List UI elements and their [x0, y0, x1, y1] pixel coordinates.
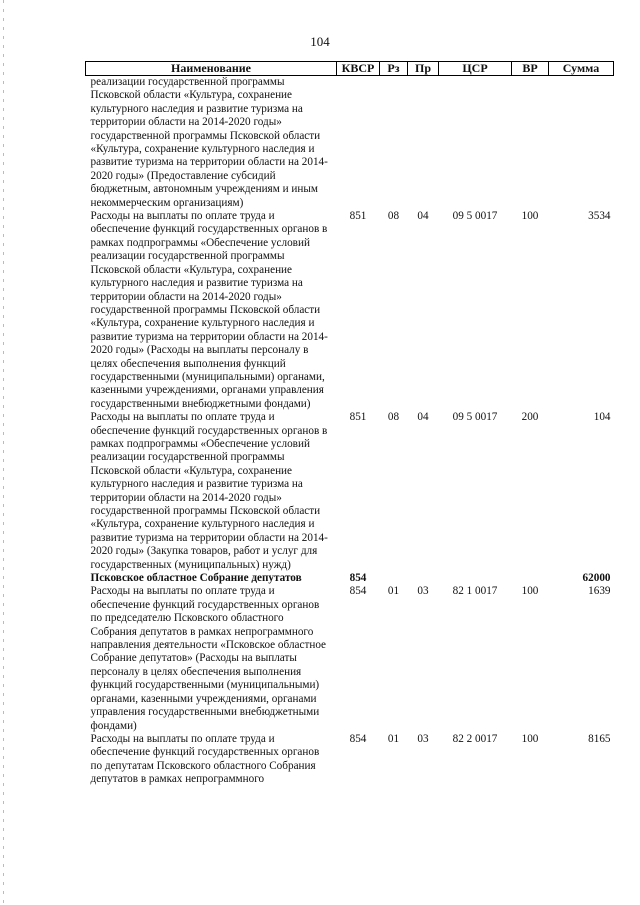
cell-pr: 03	[417, 732, 429, 745]
cell-csr	[439, 572, 512, 585]
cell-pr	[408, 572, 439, 585]
table-row	[86, 733, 614, 787]
table-row	[86, 411, 614, 572]
cell-name: Расходы на выплаты по оплате труда и обеспечение функций государственных органов в рамках подпрограммы «Обеспечение условий реализации государственной программы Псковской области «Культура, сохранение культурного наследия и развитие туризма на территории области на 2014-2020 годы» государственной программы Псковской области «Культура, сохранение культурного наследия и развитие туризма на территории области на 2014-2020 годы» (Расходы на выплаты персоналу в целях обеспечения выполнения функций государственными (муниципальными) органами, казенными учреждениями, органами управления государственными внебюджетными фондами)	[90, 210, 328, 410]
cell-name: Расходы на выплаты по оплате труда и обеспечение функций государственных органов в рамках подпрограммы «Обеспечение условий реализации государственной программы Псковской области «Культура, сохранение культурного наследия и развитие туризма на территории области на 2014-2020 годы» государственной программы Псковской области «Культура, сохранение культурного наследия и развитие туризма на территории области на 2014-2020 годы» (Закупка товаров, работ и услуг для государственных (муниципальных) нужд)	[90, 411, 328, 571]
header-kvsr: КВСР	[337, 62, 380, 76]
header-vr: ВР	[512, 62, 549, 76]
cell-sum: 3534	[588, 210, 611, 223]
header-csr: ЦСР	[439, 62, 512, 76]
table-header	[86, 62, 614, 76]
table-body	[86, 76, 614, 787]
header-rz: Рз	[380, 62, 408, 76]
cell-rz	[380, 76, 408, 211]
table-row	[86, 585, 614, 732]
cell-sum: 1639	[588, 585, 611, 598]
cell-pr	[408, 76, 439, 211]
cell-pr: 04	[417, 210, 429, 223]
cell-rz	[380, 572, 408, 585]
cell-vr	[512, 76, 549, 211]
cell-csr	[439, 76, 512, 211]
cell-name: Псковское областное Собрание депутатов	[90, 572, 302, 585]
table-row	[86, 572, 614, 585]
table-row	[86, 76, 614, 211]
page-number: 104	[310, 34, 330, 49]
header-name: Наименование	[86, 62, 337, 76]
cell-vr: 200	[521, 411, 539, 424]
cell-vr: 100	[521, 732, 539, 745]
cell-kvsr: 851	[349, 411, 367, 424]
budget-table	[85, 61, 614, 787]
cell-sum: 62000	[582, 572, 611, 585]
cell-vr: 100	[521, 210, 539, 223]
header-pr: Пр	[408, 62, 439, 76]
cell-vr: 100	[521, 585, 539, 598]
cell-name: реализации государственной программы Псковской области «Культура, сохранение культурного наследия и развитие туризма на территории области на 2014-2020 годы» государственной программы Псковской области «Культура, сохранение культурного наследия и развитие туризма на территории области на 2014-2020 годы» (Предоставление субсидий бюджетным, автономным учреждениям и иным некоммерческим организациям)	[90, 76, 328, 209]
cell-vr	[512, 572, 549, 585]
cell-kvsr: 854	[349, 572, 367, 585]
cell-name: Расходы на выплаты по оплате труда и обеспечение функций государственных органов по председателю Псковского областного Собрания депутатов в рамках непрограммного направления деятельности «Псковское областное Собрание депутатов» (Расходы на выплаты персоналу в целях обеспечения выполнения функций государственными (муниципальными) органами, казенными учреждениями, органами управления государственными внебюджетными фондами)	[90, 585, 327, 732]
cell-rz: 01	[387, 732, 400, 745]
header-row	[86, 62, 614, 76]
cell-csr: 82 1 0017	[452, 585, 498, 598]
table-row	[86, 210, 614, 411]
cell-sum	[549, 76, 614, 211]
scan-margin-line	[3, 0, 4, 905]
cell-kvsr: 854	[349, 585, 367, 598]
header-sum: Сумма	[549, 62, 614, 76]
cell-kvsr: 854	[349, 732, 367, 745]
cell-kvsr	[337, 76, 380, 211]
cell-rz: 08	[387, 411, 400, 424]
cell-pr: 03	[417, 585, 429, 598]
cell-csr: 09 5 0017	[452, 411, 498, 424]
cell-csr: 82 2 0017	[452, 732, 498, 745]
cell-rz: 08	[387, 210, 400, 223]
cell-name: Расходы на выплаты по оплате труда и обеспечение функций государственных органов по депутатам Псковского областного Собрания депутатов в рамках непрограммного	[90, 732, 320, 786]
cell-rz: 01	[387, 585, 400, 598]
cell-pr: 04	[417, 411, 429, 424]
cell-kvsr: 851	[349, 210, 367, 223]
cell-csr: 09 5 0017	[452, 210, 498, 223]
cell-sum: 104	[593, 411, 611, 424]
cell-sum: 8165	[588, 732, 611, 745]
